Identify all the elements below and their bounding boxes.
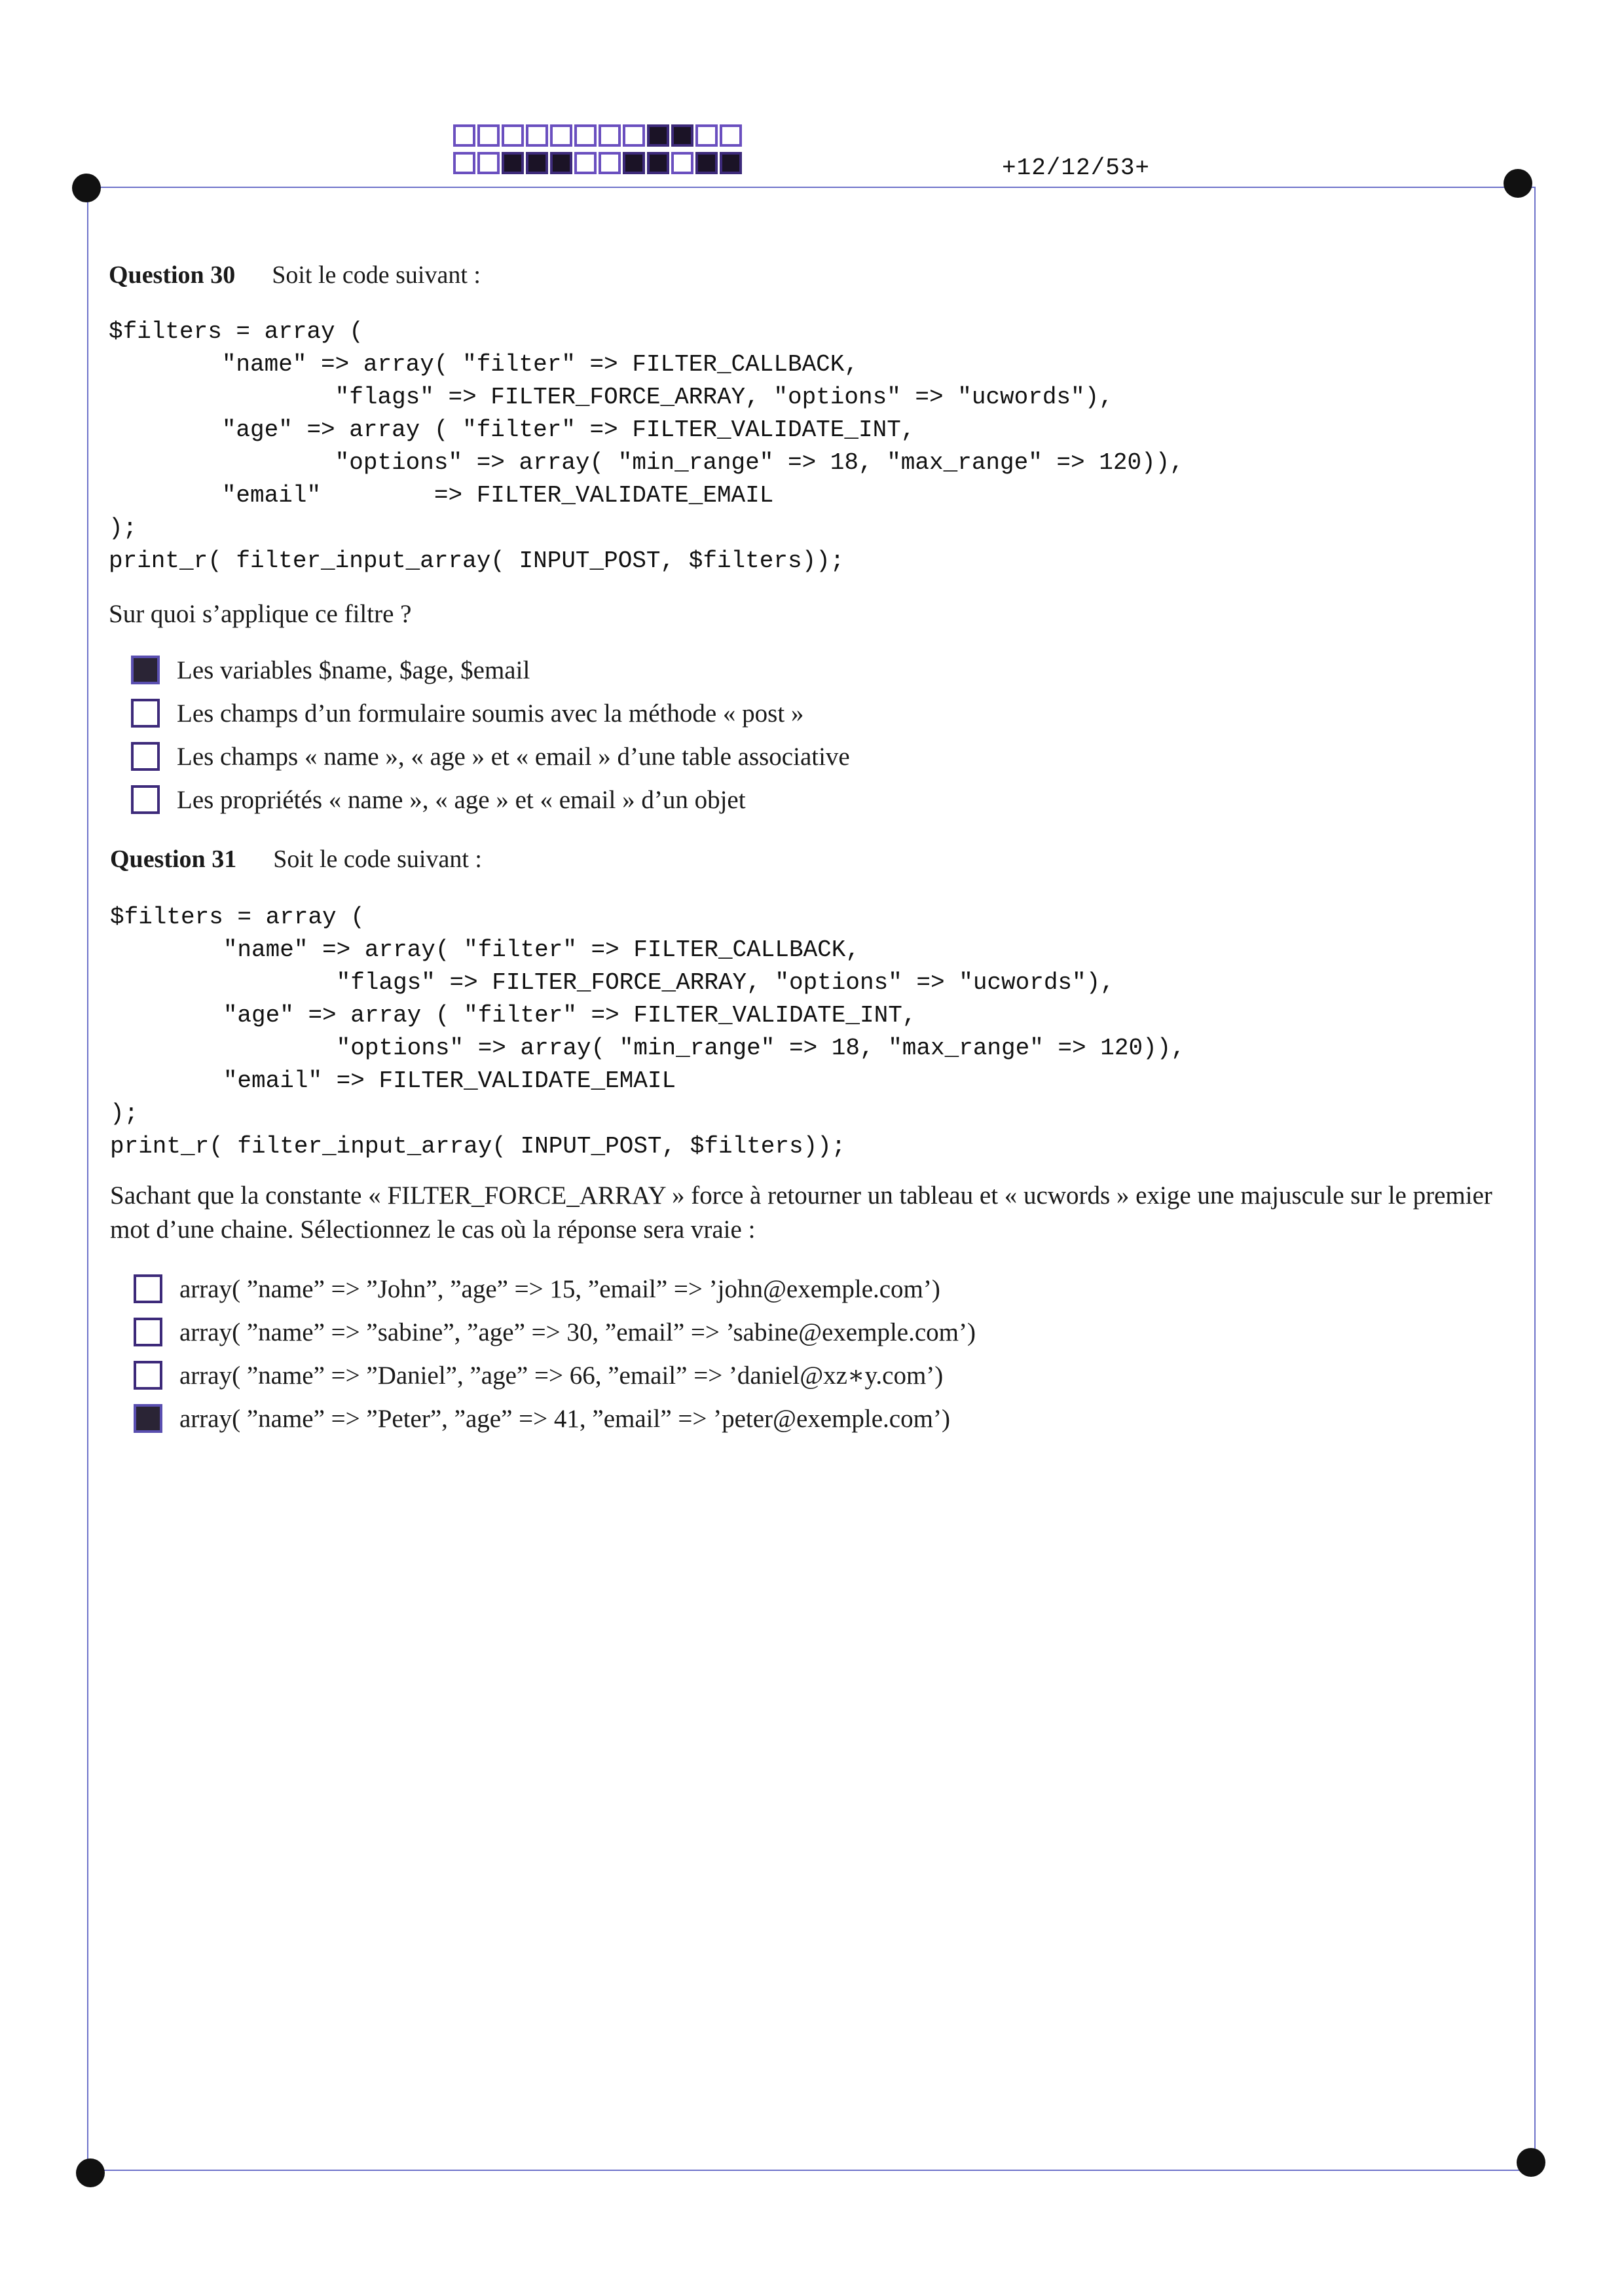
barcode-cell <box>526 124 548 147</box>
answer-text: array( ”name” => ”sabine”, ”age” => 30, ”email” => ’sabine@exemple.com’) <box>179 1318 976 1346</box>
barcode-cell <box>623 152 645 174</box>
answer-checkbox[interactable] <box>134 1318 162 1346</box>
barcode-cell <box>671 124 693 147</box>
answer-text: Les variables $name, $age, $email <box>177 656 530 684</box>
answer-list-q30 <box>131 648 850 821</box>
answer-text: array( ”name” => ”Peter”, ”age” => 41, ”email” => ’peter@exemple.com’) <box>179 1404 950 1433</box>
barcode-cell <box>599 124 621 147</box>
answer-option[interactable] <box>134 1397 976 1440</box>
barcode-cell <box>720 152 742 174</box>
barcode-cell <box>550 124 572 147</box>
answer-checkbox[interactable] <box>131 699 160 728</box>
answer-text: Les champs d’un formulaire soumis avec la méthode « post » <box>177 699 804 728</box>
answer-option[interactable] <box>134 1310 976 1354</box>
page-id: +12/12/53+ <box>1002 155 1151 181</box>
question-intro: Soit le code suivant : <box>273 845 482 873</box>
barcode-cell <box>647 124 669 147</box>
page-barcode <box>453 124 742 179</box>
barcode-cell <box>695 124 718 147</box>
corner-marker-bottom-left <box>76 2158 105 2187</box>
question-number: Question 31 <box>110 845 237 873</box>
corner-marker-top-left <box>72 174 101 202</box>
barcode-cell <box>526 152 548 174</box>
barcode-cell <box>695 152 718 174</box>
answer-option[interactable] <box>134 1354 976 1397</box>
code-block-q30: $filters = array ( "name" => array( "filter" => FILTER_CALLBACK, "flags" => FILTER_FORCE_ARRAY, "options" => "ucwords"), "age" => array ( "filter" => FILTER_VALIDATE_INT, "options" => array( "min_range" => 18, "max_range" => 120)), "email" => FILTER_VALIDATE_EMAIL ); print_r( filter_input_array( INPUT_POST, $filters)); <box>109 318 1184 574</box>
barcode-cell <box>477 152 500 174</box>
answer-text: array( ”name” => ”John”, ”age” => 15, ”email” => ’john@exemple.com’) <box>179 1274 940 1303</box>
barcode-row <box>453 124 742 147</box>
answer-checkbox[interactable] <box>131 742 160 771</box>
barcode-row <box>453 152 742 174</box>
question-30-header <box>109 261 481 289</box>
barcode-cell <box>477 124 500 147</box>
answer-option[interactable] <box>131 692 850 735</box>
barcode-cell <box>599 152 621 174</box>
answer-option[interactable] <box>131 735 850 778</box>
code-block-q31: $filters = array ( "name" => array( "filter" => FILTER_CALLBACK, "flags" => FILTER_FORCE_ARRAY, "options" => "ucwords"), "age" => array ( "filter" => FILTER_VALIDATE_INT, "options" => array( "min_range" => 18, "max_range" => 120)), "email" => FILTER_VALIDATE_EMAIL ); print_r( filter_input_array( INPUT_POST, $filters)); <box>110 904 1185 1160</box>
corner-marker-bottom-right <box>1517 2148 1545 2177</box>
barcode-cell <box>550 152 572 174</box>
answer-option[interactable] <box>131 778 850 821</box>
answer-checkbox[interactable] <box>131 785 160 814</box>
answer-option[interactable] <box>134 1267 976 1310</box>
question-intro: Soit le code suivant : <box>272 261 481 289</box>
barcode-cell <box>720 124 742 147</box>
barcode-cell <box>574 152 597 174</box>
barcode-cell <box>502 124 524 147</box>
answer-checkbox[interactable] <box>134 1404 162 1433</box>
question-number: Question 30 <box>109 261 236 289</box>
barcode-cell <box>647 152 669 174</box>
answer-checkbox[interactable] <box>131 656 160 684</box>
barcode-cell <box>574 124 597 147</box>
question-31-header <box>110 845 482 874</box>
answer-checkbox[interactable] <box>134 1274 162 1303</box>
barcode-cell <box>453 124 475 147</box>
question-31-prompt: Sachant que la constante « FILTER_FORCE_ARRAY » force à retourner un tableau et « ucwords » exige une majuscule sur le premier mot d’une chaine. Sélectionnez le cas où la réponse sera vraie : <box>110 1181 1492 1244</box>
answer-text: Les propriétés « name », « age » et « email » d’un objet <box>177 785 746 814</box>
corner-marker-top-right <box>1504 169 1532 198</box>
answer-option[interactable] <box>131 648 850 692</box>
barcode-cell <box>453 152 475 174</box>
answer-checkbox[interactable] <box>134 1361 162 1390</box>
answer-text: Les champs « name », « age » et « email » d’une table associative <box>177 742 850 771</box>
barcode-cell <box>671 152 693 174</box>
barcode-cell <box>502 152 524 174</box>
question-30-prompt: Sur quoi s’applique ce filtre ? <box>109 600 412 628</box>
barcode-cell <box>623 124 645 147</box>
answer-list-q31 <box>134 1267 976 1440</box>
answer-text: array( ”name” => ”Daniel”, ”age” => 66, ”email” => ’daniel@xz∗y.com’) <box>179 1361 944 1390</box>
